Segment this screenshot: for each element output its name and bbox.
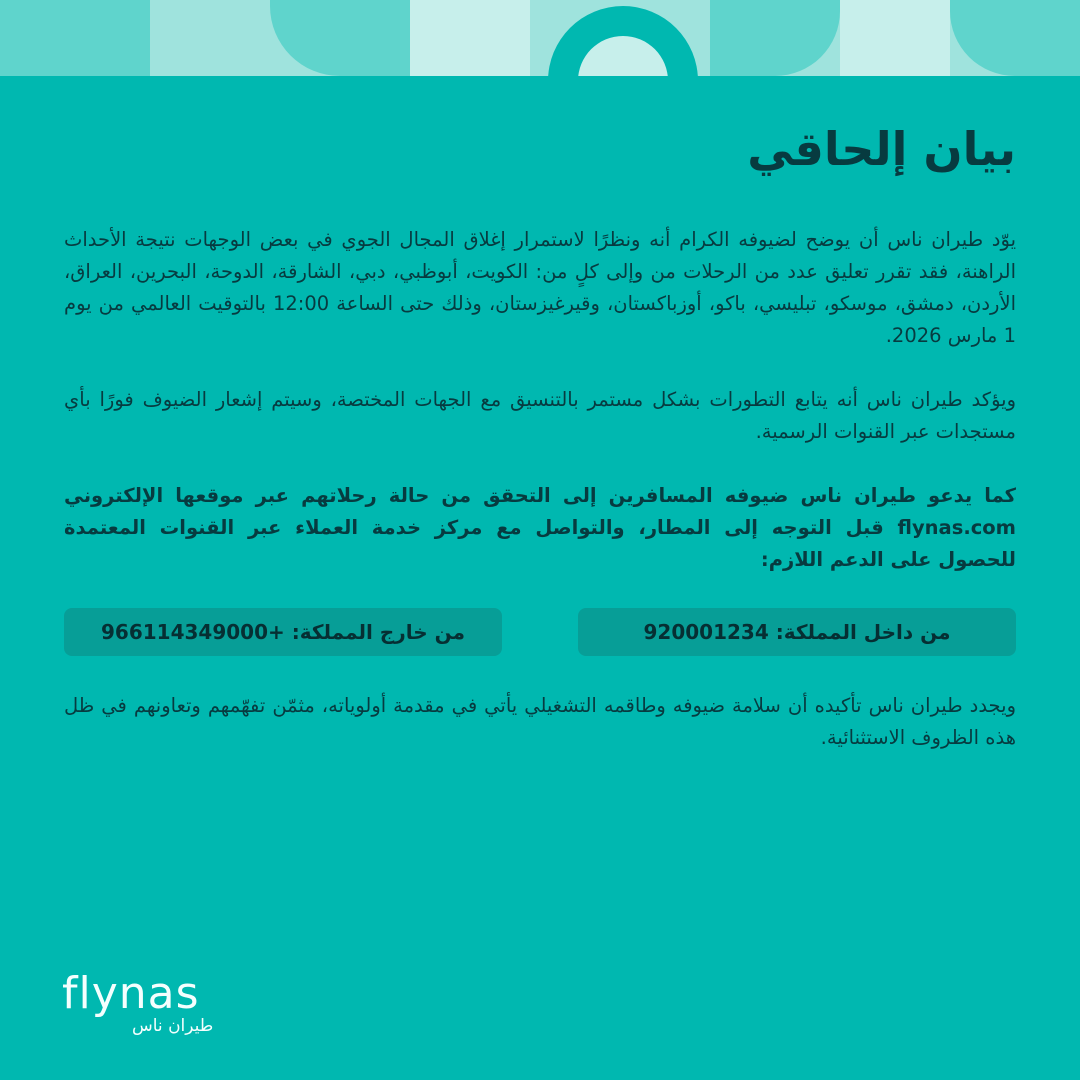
- band-block: [150, 0, 270, 76]
- paragraph-check-status: كما يدعو طيران ناس ضيوفه المسافرين إلى التحقق من حالة رحلاتهم عبر موقعها الإلكتروني flynas.com قبل التوجه إلى المطار، والتواصل مع مركز خدمة العملاء عبر القنوات المعتمدة للحصول على الدعم اللازم:: [64, 483, 1016, 571]
- paragraph-safety: ويجدد طيران ناس تأكيده أن سلامة ضيوفه وطاقمه التشغيلي يأتي في مقدمة أولوياته، مثمّن تفهّمهم وتعاونهم في ظل هذه الظروف الاستثنائية.: [64, 693, 1016, 749]
- logo-wordmark-ar: طيران ناس: [132, 1016, 214, 1036]
- contact-numbers: [64, 608, 1016, 656]
- paragraph-follow-up: ويؤكد طيران ناس أنه يتابع التطورات بشكل مستمر بالتنسيق مع الجهات المختصة، وسيتم إشعار الضيوف فورًا بأي مستجدات عبر القنوات الرسمية.: [64, 387, 1016, 443]
- band-block: [270, 0, 410, 76]
- band-block: [710, 0, 840, 76]
- header-decor-band: [0, 0, 1080, 76]
- flynas-logo: [62, 968, 242, 1036]
- band-block: [0, 0, 150, 76]
- contact-inside-kingdom[interactable]: [578, 608, 1016, 656]
- contact-inside-label: من داخل المملكة: 920001234: [643, 619, 951, 644]
- statement-content: [64, 120, 1016, 786]
- paragraph-suspension: يوّد طيران ناس أن يوضح لضيوفه الكرام أنه ونظرًا لاستمرار إغلاق المجال الجوي في بعض الوجهات نتيجة الأحداث الراهنة، فقد تقرر تعليق عدد من الرحلات من وإلى كلٍ من: الكويت، أبوظبي، دبي، الشارقة، الدوحة، البحرين، العراق، الأردن، دمشق، موسكو، تبليسي، باكو، أوزباكستان، وقيرغيزستان، وذلك حتى الساعة 12:00 بالتوقيت العالمي من يوم 1 مارس 2026.: [64, 227, 1016, 347]
- contact-outside-kingdom[interactable]: [64, 608, 502, 656]
- contact-outside-label: من خارج المملكة: +966114349000: [101, 619, 465, 644]
- band-block: [840, 0, 950, 76]
- page-title: بيان إلحاقي: [747, 122, 1016, 176]
- band-block: [410, 0, 530, 76]
- logo-wordmark-en: flynas: [62, 968, 200, 1019]
- band-block: [950, 0, 1080, 76]
